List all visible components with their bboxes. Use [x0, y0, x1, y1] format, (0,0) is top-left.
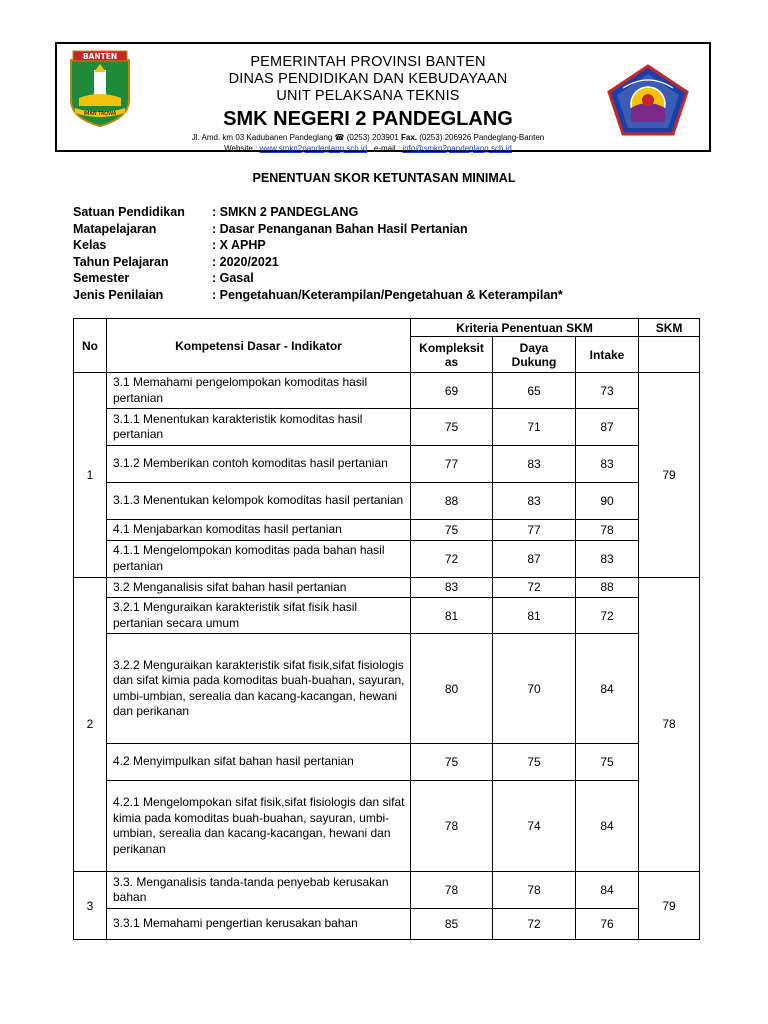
- intake-cell: 83: [576, 540, 639, 577]
- agency-line: DINAS PENDIDIKAN DAN KEBUDAYAAN: [228, 71, 508, 87]
- kd-indicator-cell: 4.2.1 Mengelompokan sifat fisik,sifat fisiologis dan sifat kimia pada komoditas buah-buahan, sayuran, umbi-umbian, serealia dan kacang-kacangan, hewani dan perikanan: [107, 781, 411, 872]
- kompleksitas-cell: 83: [411, 577, 493, 598]
- daya-dukung-cell: 70: [493, 634, 576, 744]
- kompleksitas-cell: 75: [411, 744, 493, 781]
- province-line: PEMERINTAH PROVINSI BANTEN: [250, 54, 486, 70]
- info-value: : 2020/2021: [212, 254, 279, 269]
- info-row: [73, 237, 563, 254]
- address-line: [147, 132, 589, 143]
- intake-cell: 72: [576, 598, 639, 634]
- daya-dukung-cell: 72: [493, 577, 576, 598]
- daya-dukung-cell: 83: [493, 483, 576, 520]
- daya-dukung-cell: 81: [493, 598, 576, 634]
- header-skm: SKM: [639, 319, 700, 337]
- intake-cell: 83: [576, 446, 639, 483]
- school-name: SMK NEGERI 2 PANDEGLANG: [223, 108, 513, 130]
- skm-table: [73, 318, 700, 940]
- intake-cell: 76: [576, 909, 639, 940]
- email-link[interactable]: info@smkn2pandeglang.sch.id: [402, 144, 512, 153]
- table-row: [74, 577, 700, 598]
- table-row: [74, 409, 700, 446]
- table-row: [74, 872, 700, 909]
- kd-indicator-cell: 3.2.1 Menguraikan karakteristik sifat fisik hasil pertanian secara umum: [107, 598, 411, 634]
- info-row: [73, 204, 563, 221]
- kd-indicator-cell: 3.1.3 Menentukan kelompok komoditas hasil pertanian: [107, 483, 411, 520]
- kompleksitas-cell: 77: [411, 446, 493, 483]
- kd-indicator-cell: 3.2.2 Menguraikan karakteristik sifat fisik,sifat fisiologis dan sifat kimia pada komoditas buah-buahan, sayuran, umbi-umbian, serealia dan kacang-kacangan, hewani dan perikanan: [107, 634, 411, 744]
- table-row: [74, 520, 700, 541]
- header-kriteria: Kriteria Penentuan SKM: [411, 319, 639, 337]
- info-value: : SMKN 2 PANDEGLANG: [212, 205, 359, 219]
- info-block: [73, 204, 563, 304]
- table-row: [74, 373, 700, 409]
- group-number: 3: [74, 872, 107, 940]
- letterhead: [55, 42, 711, 152]
- info-row: [73, 221, 563, 238]
- kd-indicator-cell: 3.1.1 Menentukan karakteristik komoditas hasil pertanian: [107, 409, 411, 446]
- table-row: [74, 744, 700, 781]
- table-row: [74, 483, 700, 520]
- info-label: Semester: [73, 271, 130, 286]
- kompleksitas-cell: 81: [411, 598, 493, 634]
- intake-cell: 90: [576, 483, 639, 520]
- kompleksitas-cell: 85: [411, 909, 493, 940]
- kd-indicator-cell: 3.2 Menganalisis sifat bahan hasil pertanian: [107, 577, 411, 598]
- info-row: [73, 254, 563, 271]
- table-row: [74, 598, 700, 634]
- kompleksitas-cell: 75: [411, 409, 493, 446]
- kd-indicator-cell: 3.1 Memahami pengelompokan komoditas hasil pertanian: [107, 373, 411, 409]
- table-row: [74, 909, 700, 940]
- kd-indicator-cell: 4.1.1 Mengelompokan komoditas pada bahan hasil pertanian: [107, 540, 411, 577]
- unit-line: UNIT PELAKSANA TEKNIS: [276, 88, 460, 104]
- daya-dukung-cell: 75: [493, 744, 576, 781]
- address-prefix: Jl. Amd. km 03 Kadubanen Pandeglang ☎ (0253) 203901: [191, 133, 399, 142]
- daya-dukung-cell: 77: [493, 520, 576, 541]
- group-number: 2: [74, 577, 107, 872]
- group-number: 1: [74, 373, 107, 578]
- daya-dukung-cell: 83: [493, 446, 576, 483]
- header-kompleksitas: Kompleksitas: [411, 337, 493, 373]
- table-row: [74, 781, 700, 872]
- intake-cell: 84: [576, 634, 639, 744]
- header-intake: Intake: [576, 337, 639, 373]
- info-label: Jenis Penilaian: [73, 287, 164, 302]
- header-kd: Kompetensi Dasar - Indikator: [107, 319, 411, 373]
- address-suffix: (0253) 206926 Pandeglang-Banten: [419, 133, 545, 142]
- info-label: Tahun Pelajaran: [73, 254, 169, 269]
- document-title: PENENTUAN SKOR KETUNTASAN MINIMAL: [252, 171, 516, 185]
- daya-dukung-cell: 87: [493, 540, 576, 577]
- intake-cell: 78: [576, 520, 639, 541]
- kompleksitas-cell: 80: [411, 634, 493, 744]
- website-link[interactable]: www.smkn2pandeglang.sch.id: [259, 144, 368, 153]
- info-label: Matapelajaran: [73, 221, 157, 236]
- banten-province-logo: [67, 50, 133, 128]
- table-row: [74, 446, 700, 483]
- kompleksitas-cell: 75: [411, 520, 493, 541]
- info-label: Kelas: [73, 238, 107, 253]
- intake-cell: 84: [576, 872, 639, 909]
- kompleksitas-cell: 78: [411, 872, 493, 909]
- fax-label: Fax.: [400, 133, 417, 142]
- header-skm-blank: [639, 337, 700, 373]
- info-row: [73, 287, 563, 304]
- intake-cell: 84: [576, 781, 639, 872]
- skm-value: 78: [639, 577, 700, 872]
- table-row: [74, 540, 700, 577]
- school-logo: [607, 64, 689, 136]
- intake-cell: 87: [576, 409, 639, 446]
- banten-logo-text: BANTEN: [82, 52, 118, 61]
- daya-dukung-cell: 71: [493, 409, 576, 446]
- info-value: : Gasal: [212, 271, 254, 286]
- motto-logo-text: IMAN TAQWA: [83, 111, 117, 117]
- header-no: No: [74, 319, 107, 373]
- kompleksitas-cell: 78: [411, 781, 493, 872]
- header-daya-dukung: Daya Dukung: [493, 337, 576, 373]
- skm-value: 79: [639, 872, 700, 940]
- intake-cell: 88: [576, 577, 639, 598]
- daya-dukung-cell: 65: [493, 373, 576, 409]
- info-value: : Pengetahuan/Keterampilan/Pengetahuan & Keterampilan*: [212, 287, 563, 302]
- table-row: [74, 634, 700, 744]
- email-label: , e-mail :: [369, 144, 401, 153]
- kd-indicator-cell: 4.2 Menyimpulkan sifat bahan hasil pertanian: [107, 744, 411, 781]
- daya-dukung-cell: 72: [493, 909, 576, 940]
- contact-line: [147, 143, 589, 154]
- kd-indicator-cell: 3.3. Menganalisis tanda-tanda penyebab kerusakan bahan: [107, 872, 411, 909]
- kompleksitas-cell: 69: [411, 373, 493, 409]
- kd-indicator-cell: 3.1.2 Memberikan contoh komoditas hasil pertanian: [107, 446, 411, 483]
- skm-value: 79: [639, 373, 700, 578]
- kompleksitas-cell: 88: [411, 483, 493, 520]
- intake-cell: 75: [576, 744, 639, 781]
- kompleksitas-cell: 72: [411, 540, 493, 577]
- kd-indicator-cell: 4.1 Menjabarkan komoditas hasil pertanian: [107, 520, 411, 541]
- daya-dukung-cell: 74: [493, 781, 576, 872]
- info-row: [73, 270, 563, 287]
- info-value: : X APHP: [212, 238, 266, 253]
- info-value: : Dasar Penanganan Bahan Hasil Pertanian: [212, 221, 468, 236]
- website-label: Website :: [224, 144, 258, 153]
- intake-cell: 73: [576, 373, 639, 409]
- daya-dukung-cell: 78: [493, 872, 576, 909]
- kd-indicator-cell: 3.3.1 Memahami pengertian kerusakan bahan: [107, 909, 411, 940]
- info-label: Satuan Pendidikan: [73, 205, 185, 219]
